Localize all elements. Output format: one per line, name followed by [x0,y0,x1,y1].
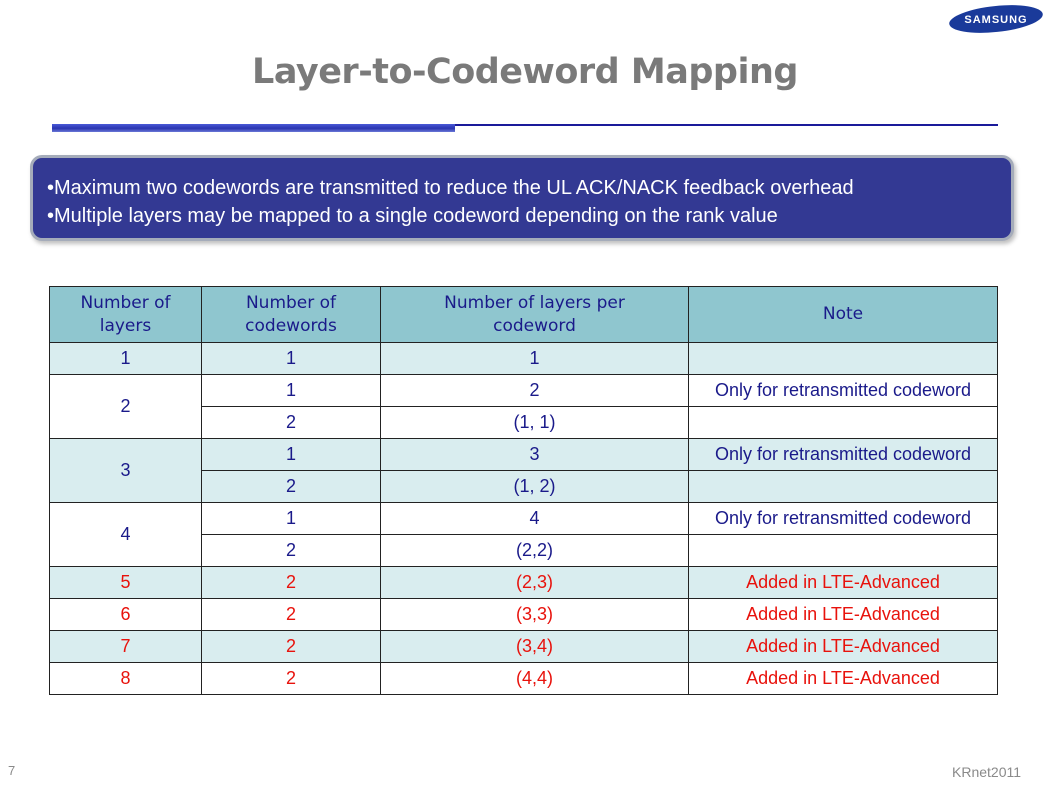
cell-layers: 4 [50,503,202,567]
cell-codewords: 2 [202,567,381,599]
mapping-table [49,286,998,695]
bullet-2: •Multiple layers may be mapped to a single codeword depending on the rank value [47,205,778,227]
cell-codewords: 1 [202,375,381,407]
cell-per-codeword: (4,4) [381,663,689,695]
table-row [50,599,998,631]
table-row [50,375,998,407]
table-row [50,503,998,535]
table-row [50,631,998,663]
cell-per-codeword: 3 [381,439,689,471]
header-layers: Number of layers [50,287,202,343]
cell-note: Only for retransmitted codeword [689,503,998,535]
cell-layers: 3 [50,439,202,503]
footer-text: KRnet2011 [952,764,1022,780]
cell-per-codeword: (2,3) [381,567,689,599]
cell-layers: 8 [50,663,202,695]
table-row [50,663,998,695]
cell-codewords: 2 [202,599,381,631]
cell-note: Added in LTE-Advanced [689,631,998,663]
cell-layers: 7 [50,631,202,663]
cell-layers: 1 [50,343,202,375]
cell-note [689,471,998,503]
cell-layers: 2 [50,375,202,439]
cell-per-codeword: (3,4) [381,631,689,663]
cell-note: Added in LTE-Advanced [689,567,998,599]
bullet-1: •Maximum two codewords are transmitted to reduce the UL ACK/NACK feedback overhead [47,177,854,199]
cell-codewords: 2 [202,663,381,695]
cell-note [689,535,998,567]
cell-note [689,407,998,439]
cell-note: Added in LTE-Advanced [689,663,998,695]
cell-codewords: 2 [202,471,381,503]
cell-note: Added in LTE-Advanced [689,599,998,631]
header-note: Note [689,287,998,343]
table-row [50,439,998,471]
cell-per-codeword: (1, 2) [381,471,689,503]
cell-codewords: 2 [202,407,381,439]
cell-note [689,343,998,375]
header-codewords: Number of codewords [202,287,381,343]
cell-per-codeword: 4 [381,503,689,535]
title-divider-accent [52,124,455,132]
table-header-row [50,287,998,343]
cell-codewords: 2 [202,631,381,663]
cell-note: Only for retransmitted codeword [689,375,998,407]
table-row [50,567,998,599]
samsung-logo [948,4,1044,34]
cell-per-codeword: 1 [381,343,689,375]
header-layers-per-codeword: Number of layers per codeword [381,287,689,343]
cell-layers: 5 [50,567,202,599]
cell-layers: 6 [50,599,202,631]
table-row [50,343,998,375]
cell-per-codeword: 2 [381,375,689,407]
cell-per-codeword: (2,2) [381,535,689,567]
cell-codewords: 1 [202,503,381,535]
page-number: 7 [8,763,16,778]
cell-codewords: 1 [202,343,381,375]
cell-per-codeword: (1, 1) [381,407,689,439]
samsung-logo-text: SAMSUNG [964,14,1028,26]
cell-codewords: 2 [202,535,381,567]
slide-title: Layer-to-Codeword Mapping [252,52,798,92]
summary-callout [30,155,1014,241]
cell-note: Only for retransmitted codeword [689,439,998,471]
cell-per-codeword: (3,3) [381,599,689,631]
cell-codewords: 1 [202,439,381,471]
